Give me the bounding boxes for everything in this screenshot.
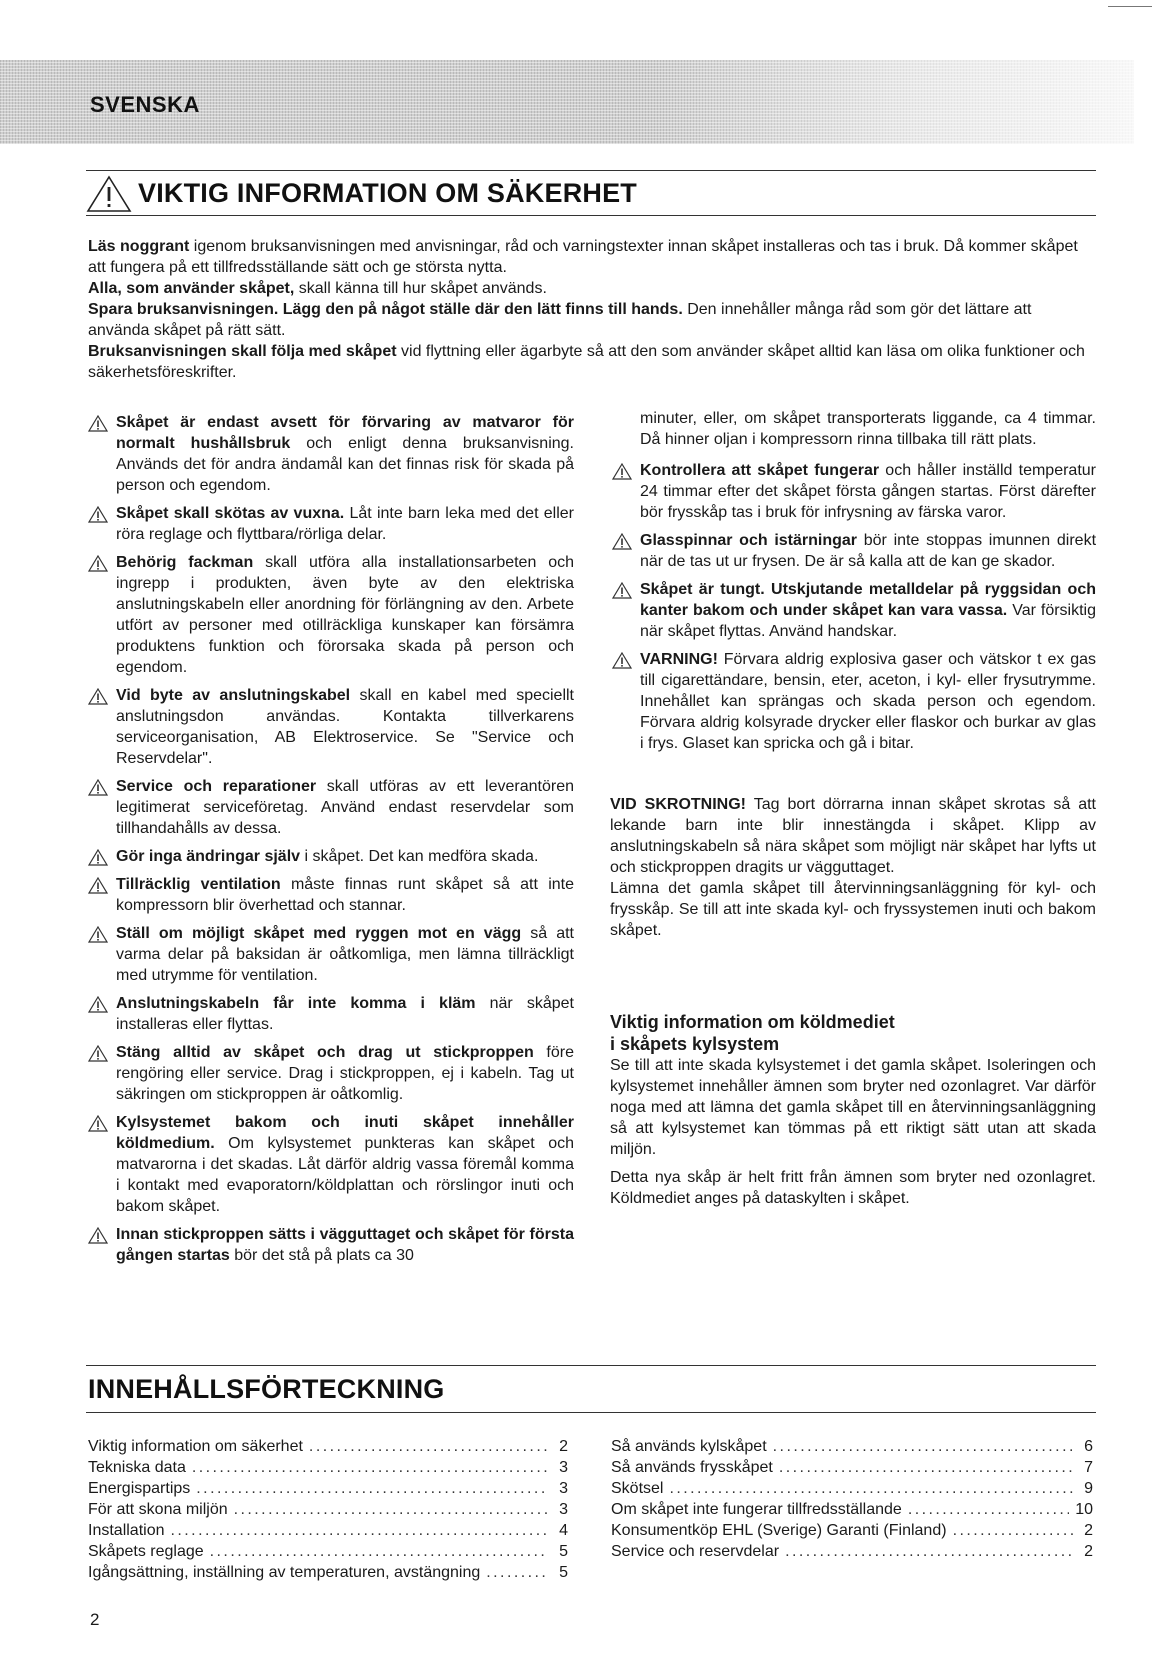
toc-entry[interactable]: Så används kylskåpet . . . 6 [611, 1436, 1093, 1457]
toc-title: INNEHÅLLSFÖRTECKNING [88, 1374, 445, 1404]
toc-left-column [88, 1436, 568, 1583]
warning-triangle-icon [88, 996, 108, 1013]
refrigerant-text [610, 1055, 1096, 1209]
toc-entry[interactable]: Om skåpet inte fungerar tillfredsställande . . . 10 [611, 1499, 1093, 1520]
toc-entry[interactable]: Viktig information om säkerhet . . . 2 [88, 1436, 568, 1457]
warning-triangle-icon [88, 849, 108, 866]
warning-triangle-icon [612, 463, 632, 480]
toc-entry[interactable]: Så används frysskåpet . . . 7 [611, 1457, 1093, 1478]
refrigerant-paragraph: Se till att inte skada kylsystemet i det gamla skåpet. Isoleringen och kylsystemet innehåller ämnen som bryter ned ozonlagret. Var därför noga med att lämna det gamla skåpet till en återvinningsanläggning så att kylsystemet kan tömmas på ett riktigt sätt utan att skada miljön. [610, 1057, 1096, 1158]
language-label: SVENSKA [90, 92, 200, 117]
warning-triangle-icon [88, 555, 108, 572]
warning-item: Vid byte av anslutningskabel skall en kabel med speciellt anslutningsdon användas. Kontakta tillverkarens serviceorganisation, AB Elektroservice. Se "Service och Reservdelar". [86, 685, 574, 769]
scrapping-paragraph-2: Lämna det gamla skåpet till återvinningsanläggning för kyl- och frysskåp. Se till att inte skada kyl- och fryssystemen inuti och bakom skåpet. [610, 880, 1096, 939]
toc-entry[interactable]: Installation . . . 4 [88, 1520, 568, 1541]
toc-entry[interactable]: För att skona miljön . . . 3 [88, 1499, 568, 1520]
warning-triangle-icon [88, 1115, 108, 1132]
intro-paragraph: Alla, som använder skåpet, skall känna till hur skåpet används. [88, 280, 547, 297]
scrapping-notice [610, 794, 1096, 941]
warning-item: Skåpet är tungt. Utskjutande metalldelar på ryggsidan och kanter bakom och under skåpet kan vara vassa. Var försiktig när skåpet flyttas. Använd handskar. [610, 579, 1096, 642]
toc-entry[interactable]: Igångsättning, inställning av temperaturen, avstängning . . . 5 [88, 1562, 568, 1583]
warning-item: Skåpet skall skötas av vuxna. Låt inte barn leka med det eller röra reglage och flyttbara/rörliga delar. [86, 503, 574, 545]
warning-item: Kylsystemet bakom och inuti skåpet innehåller köldmedium. Om kylsystemet punkteras kan skåpet och matvarorna i det skadas. Låt därför aldrig vassa föremål komma i kontakt med evaporatorn/köldplattan och rörslingor inuti och bakom skåpet. [86, 1112, 574, 1217]
refrigerant-heading: Viktig information om köldmediet i skåpets kylsystem [610, 1012, 895, 1054]
toc-heading [86, 1365, 1096, 1413]
warning-triangle-icon [88, 926, 108, 943]
warning-item: Innan stickproppen sätts i vägguttaget och skåpet för första gången startas bör det stå på plats ca 30 [86, 1224, 574, 1266]
warning-item: Kontrollera att skåpet fungerar och håller inställd temperatur 24 timmar efter det skåpet första gången startas. Först därefter bör frysskåp tas i bruk för infrysning av färska varor. [610, 460, 1096, 523]
warning-item: Service och reparationer skall utföras av ett leverantören legitimerat serviceföretag. Använd endast reservdelar som tillhandahålls av dessa. [86, 776, 574, 839]
warning-triangle-icon [88, 1045, 108, 1062]
toc-entry[interactable]: Tekniska data . . . 3 [88, 1457, 568, 1478]
warning-triangle-icon [88, 779, 108, 796]
toc-entry[interactable]: Energispartips . . . 3 [88, 1478, 568, 1499]
toc-right-column [611, 1436, 1093, 1562]
warning-item: Ställ om möjligt skåpet med ryggen mot en vägg så att varma delar på baksidan är oåtkomliga, men lämna tillräckligt med utrymme för ventilation. [86, 923, 574, 986]
toc-entry[interactable]: Service och reservdelar . . . 2 [611, 1541, 1093, 1562]
page-number: 2 [90, 1610, 100, 1629]
top-edge-rule [1108, 6, 1152, 7]
warning-triangle-icon [88, 1227, 108, 1244]
continuation-text: minuter, eller, om skåpet transporterats liggande, ca 4 timmar. Då hinner oljan i kompressorn rinna tillbaka till rätt plats. [640, 410, 1096, 448]
warning-item: VARNING! Förvara aldrig explosiva gaser och vätskor t ex gas till cigarettändare, bensin, eter, aceton, i kyl- eller frysutrymme. Innehållet kan sprängas och skada person och egendom. Förvara aldrig kolsyrade drycker eller flaskor och burkar av glas i frys. Glaset kan spricka och gå i bitar. [610, 649, 1096, 754]
warning-item: Behörig fackman skall utföra alla installationsarbeten och ingrepp i produkten, även byte av den elektriska anslutningskabeln eller anordning för förlängning av den. Arbete utfört av personer med otillräckliga kunskaper kan försämra produktens funktion och förorsaka skada på person och egendom. [86, 552, 574, 678]
warning-triangle-icon [88, 877, 108, 894]
warning-item: Stäng alltid av skåpet och drag ut stickproppen före rengöring eller service. Drag i stickproppen, ej i kabeln. Tag ut säkringen om stickproppen är oåtkomlig. [86, 1042, 574, 1105]
safety-heading [86, 170, 1096, 216]
toc-entry[interactable]: Konsumentköp EHL (Sverige) Garanti (Finland) . . . 2 [611, 1520, 1093, 1541]
intro-block [88, 236, 1096, 383]
toc-entry[interactable]: Skötsel . . . 9 [611, 1478, 1093, 1499]
intro-paragraph: Bruksanvisningen skall följa med skåpet vid flyttning eller ägarbyte så att den som använder skåpet alltid kan läsa om olika funktioner och säkerhetsföreskrifter. [88, 343, 1085, 381]
toc-entry[interactable]: Skåpets reglage . . . 5 [88, 1541, 568, 1562]
warning-item: Gör inga ändringar själv i skåpet. Det kan medföra skada. [86, 846, 574, 867]
warning-item: Tillräcklig ventilation måste finnas runt skåpet så att inte kompressorn blir överhettad och stannar. [86, 874, 574, 916]
warning-item: Skåpet är endast avsett för förvaring av matvaror för normalt hushållsbruk och enligt denna bruksanvisning. Används det för andra ändamål kan det finnas risk för skada på person och egendom. [86, 412, 574, 496]
warning-triangle-icon [612, 582, 632, 599]
warning-triangle-icon [88, 688, 108, 705]
warning-triangle-icon [612, 533, 632, 550]
warning-triangle-icon [612, 652, 632, 669]
intro-paragraph: Spara bruksanvisningen. Lägg den på något ställe där den lätt finns till hands. Den innehåller många råd som gör det lättare att använda skåpet på rätt sätt. [88, 301, 1032, 339]
intro-paragraph: Läs noggrant igenom bruksanvisningen med anvisningar, råd och varningstexter innan skåpet installeras och tas i bruk. Då kommer skåpet att fungera på ett tillfredsställande sätt och ge största nytta. [88, 238, 1078, 276]
warning-item: Glasspinnar och istärningar bör inte stoppas imunnen direkt när de tas ut ur frysen. De är så kalla att de kan ge skador. [610, 530, 1096, 572]
scrapping-paragraph: VID SKROTNING! Tag bort dörrarna innan skåpet skrotas så att lekande barn inte blir innestängda i skåpet. Klipp av anslutningskabeln så nära skåpet som möjligt när skåpet har lyfts ut och stickproppen dragits ur vägguttaget. [610, 796, 1096, 876]
warning-item: Anslutningskabeln får inte komma i kläm när skåpet installeras eller flyttas. [86, 993, 574, 1035]
safety-title: VIKTIG INFORMATION OM SÄKERHET [138, 178, 637, 208]
warning-triangle-icon [88, 415, 108, 432]
warning-triangle-icon [86, 175, 132, 213]
warnings-left-column [86, 412, 574, 1273]
warnings-right-column [610, 408, 1096, 1216]
refrigerant-paragraph: Detta nya skåp är helt fritt från ämnen som bryter ned ozonlagret. Köldmediet anges på dataskylten i skåpet. [610, 1169, 1096, 1207]
warning-triangle-icon [88, 506, 108, 523]
